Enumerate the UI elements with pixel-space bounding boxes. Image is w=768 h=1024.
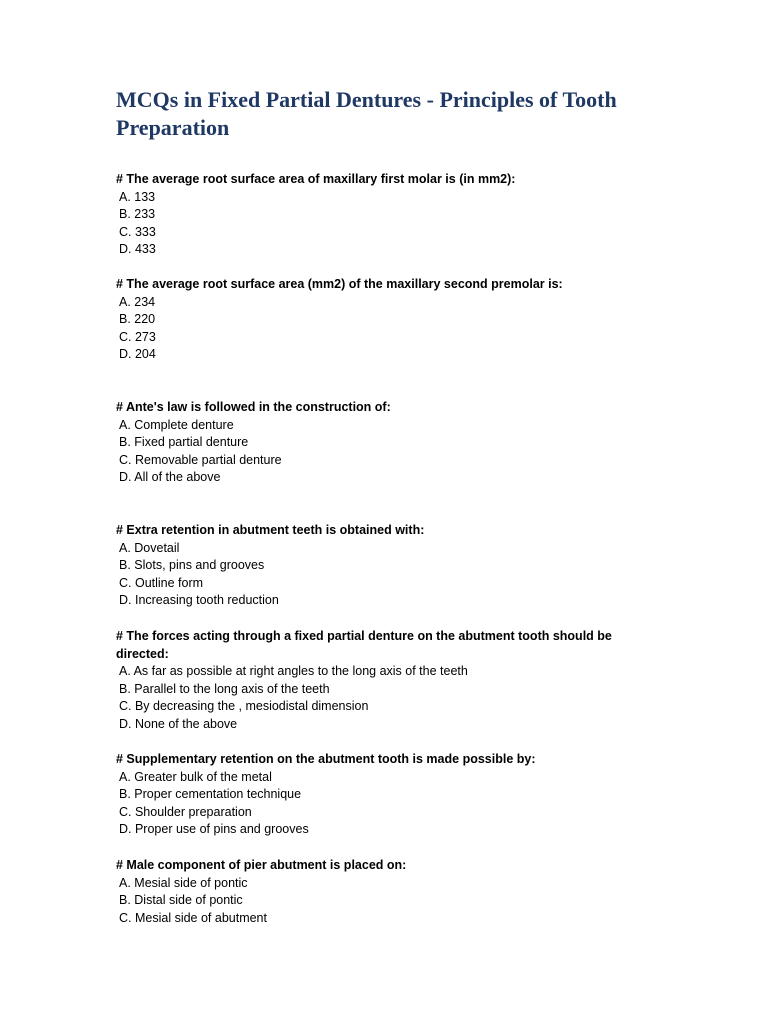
option-a: A. Mesial side of pontic <box>119 875 248 890</box>
question-block <box>116 399 636 487</box>
question-block <box>116 628 636 734</box>
option-c: C. Shoulder preparation <box>119 804 252 819</box>
question-text: # The forces acting through a fixed partial denture on the abutment tooth should be directed: <box>116 629 612 661</box>
option-c: C. By decreasing the , mesiodistal dimension <box>119 699 369 714</box>
option-c: C. Removable partial denture <box>119 452 282 467</box>
question-block <box>116 276 636 364</box>
option-b: B. Distal side of pontic <box>119 893 243 908</box>
option-b: B. Slots, pins and grooves <box>119 558 265 573</box>
option-b: B. Proper cementation technique <box>119 787 302 802</box>
option-a: A. 133 <box>119 189 156 204</box>
option-b: B. 233 <box>119 207 156 222</box>
option-b: B. Fixed partial denture <box>119 435 249 450</box>
option-d: D. 204 <box>119 347 156 362</box>
option-a: A. As far as possible at right angles to the long axis of the teeth <box>119 664 468 679</box>
page-title: MCQs in Fixed Partial Dentures - Principles of Tooth Preparation <box>116 87 617 140</box>
option-d: D. Proper use of pins and grooves <box>119 822 309 837</box>
options-list <box>116 663 636 733</box>
option-c: C. Mesial side of abutment <box>119 910 267 925</box>
question-block <box>116 171 636 259</box>
options-list <box>116 540 636 610</box>
option-a: A. 234 <box>119 294 156 309</box>
option-a: A. Greater bulk of the metal <box>119 769 272 784</box>
option-b: B. Parallel to the long axis of the teeth <box>119 681 330 696</box>
option-d: D. 433 <box>119 242 156 257</box>
question-text: # The average root surface area (mm2) of the maxillary second premolar is: <box>116 277 563 291</box>
question-text: # The average root surface area of maxillary first molar is (in mm2): <box>116 172 516 186</box>
option-c: C. 273 <box>119 329 156 344</box>
option-d: D. All of the above <box>119 470 221 485</box>
option-b: B. 220 <box>119 312 156 327</box>
options-list <box>116 294 636 364</box>
option-d: D. Increasing tooth reduction <box>119 593 279 608</box>
question-text: # Extra retention in abutment teeth is obtained with: <box>116 523 425 537</box>
options-list <box>116 875 636 928</box>
option-a: A. Dovetail <box>119 540 180 555</box>
question-block <box>116 751 636 839</box>
question-block <box>116 522 636 610</box>
question-text: # Ante's law is followed in the construction of: <box>116 400 391 414</box>
question-text: # Male component of pier abutment is placed on: <box>116 858 407 872</box>
question-text: # Supplementary retention on the abutment tooth is made possible by: <box>116 752 536 766</box>
options-list <box>116 189 636 259</box>
option-c: C. Outline form <box>119 575 204 590</box>
options-list <box>116 769 636 839</box>
options-list <box>116 417 636 487</box>
option-d: D. None of the above <box>119 716 238 731</box>
question-block <box>116 857 636 927</box>
option-a: A. Complete denture <box>119 417 234 432</box>
option-c: C. 333 <box>119 224 156 239</box>
